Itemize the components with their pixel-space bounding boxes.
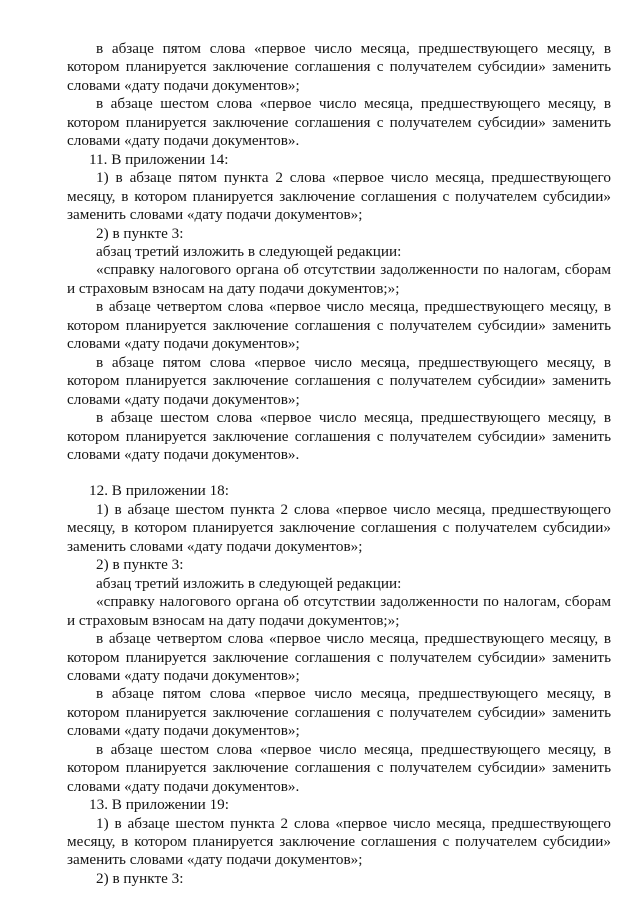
paragraph: абзац третий изложить в следующей редакции:: [96, 242, 402, 260]
paragraph: 2) в пункте 3:: [96, 556, 184, 574]
paragraph: в абзаце шестом слова «первое число месяца, предшествующего месяцу, в котором планируется заключение соглашения с получателем субсидии» заменить словами «дату подачи документов».: [67, 95, 611, 150]
paragraph: абзац третий изложить в следующей редакции:: [96, 574, 402, 592]
paragraph: 1) в абзаце шестом пункта 2 слова «первое число месяца, предшествующего месяцу, в котором планируется заключение соглашения с получателем субсидии» заменить словами «дату подачи документов»;: [67, 814, 611, 869]
paragraph: 1) в абзаце шестом пункта 2 слова «первое число месяца, предшествующего месяцу, в котором планируется заключение соглашения с получателем субсидии» заменить словами «дату подачи документов»;: [67, 500, 611, 555]
paragraph: в абзаце пятом слова «первое число месяца, предшествующего месяцу, в котором планируется заключение соглашения с получателем субсидии» заменить словами «дату подачи документов»;: [67, 40, 611, 94]
paragraph: в абзаце четвертом слова «первое число месяца, предшествующего месяцу, в котором планируется заключение соглашения с получателем субсидии» заменить словами «дату подачи документов»;: [67, 630, 611, 684]
paragraph-gap: [67, 464, 611, 482]
paragraph: 2) в пункте 3:: [96, 224, 184, 242]
section-heading: 13. В приложении 19:: [89, 796, 229, 814]
paragraph: в абзаце пятом слова «первое число месяца, предшествующего месяцу, в котором планируется заключение соглашения с получателем субсидии» заменить словами «дату подачи документов»;: [67, 353, 611, 408]
paragraph: в абзаце шестом слова «первое число месяца, предшествующего месяцу, в котором планируется заключение соглашения с получателем субсидии» заменить словами «дату подачи документов».: [67, 740, 611, 795]
paragraph: «справку налогового органа об отсутствии задолженности по налогам, сборам и страховым взносам на дату подачи документов;»;: [67, 261, 611, 297]
paragraph: 2) в пункте 3:: [96, 869, 184, 887]
section-heading: 12. В приложении 18:: [89, 482, 229, 500]
paragraph: 1) в абзаце пятом пункта 2 слова «первое число месяца, предшествующего месяцу, в котором планируется заключение соглашения с получателем субсидии» заменить словами «дату подачи документов»;: [67, 169, 611, 224]
paragraph: в абзаце четвертом слова «первое число месяца, предшествующего месяцу, в котором планируется заключение соглашения с получателем субсидии» заменить словами «дату подачи документов»;: [67, 298, 611, 353]
paragraph: «справку налогового органа об отсутствии задолженности по налогам, сборам и страховым взносам на дату подачи документов;»;: [67, 593, 611, 629]
section-heading: 11. В приложении 14:: [89, 150, 229, 168]
document-page: [67, 40, 611, 888]
paragraph: в абзаце пятом слова «первое число месяца, предшествующего месяцу, в котором планируется заключение соглашения с получателем субсидии» заменить словами «дату подачи документов»;: [67, 685, 611, 740]
paragraph: в абзаце шестом слова «первое число месяца, предшествующего месяцу, в котором планируется заключение соглашения с получателем субсидии» заменить словами «дату подачи документов».: [67, 409, 611, 463]
